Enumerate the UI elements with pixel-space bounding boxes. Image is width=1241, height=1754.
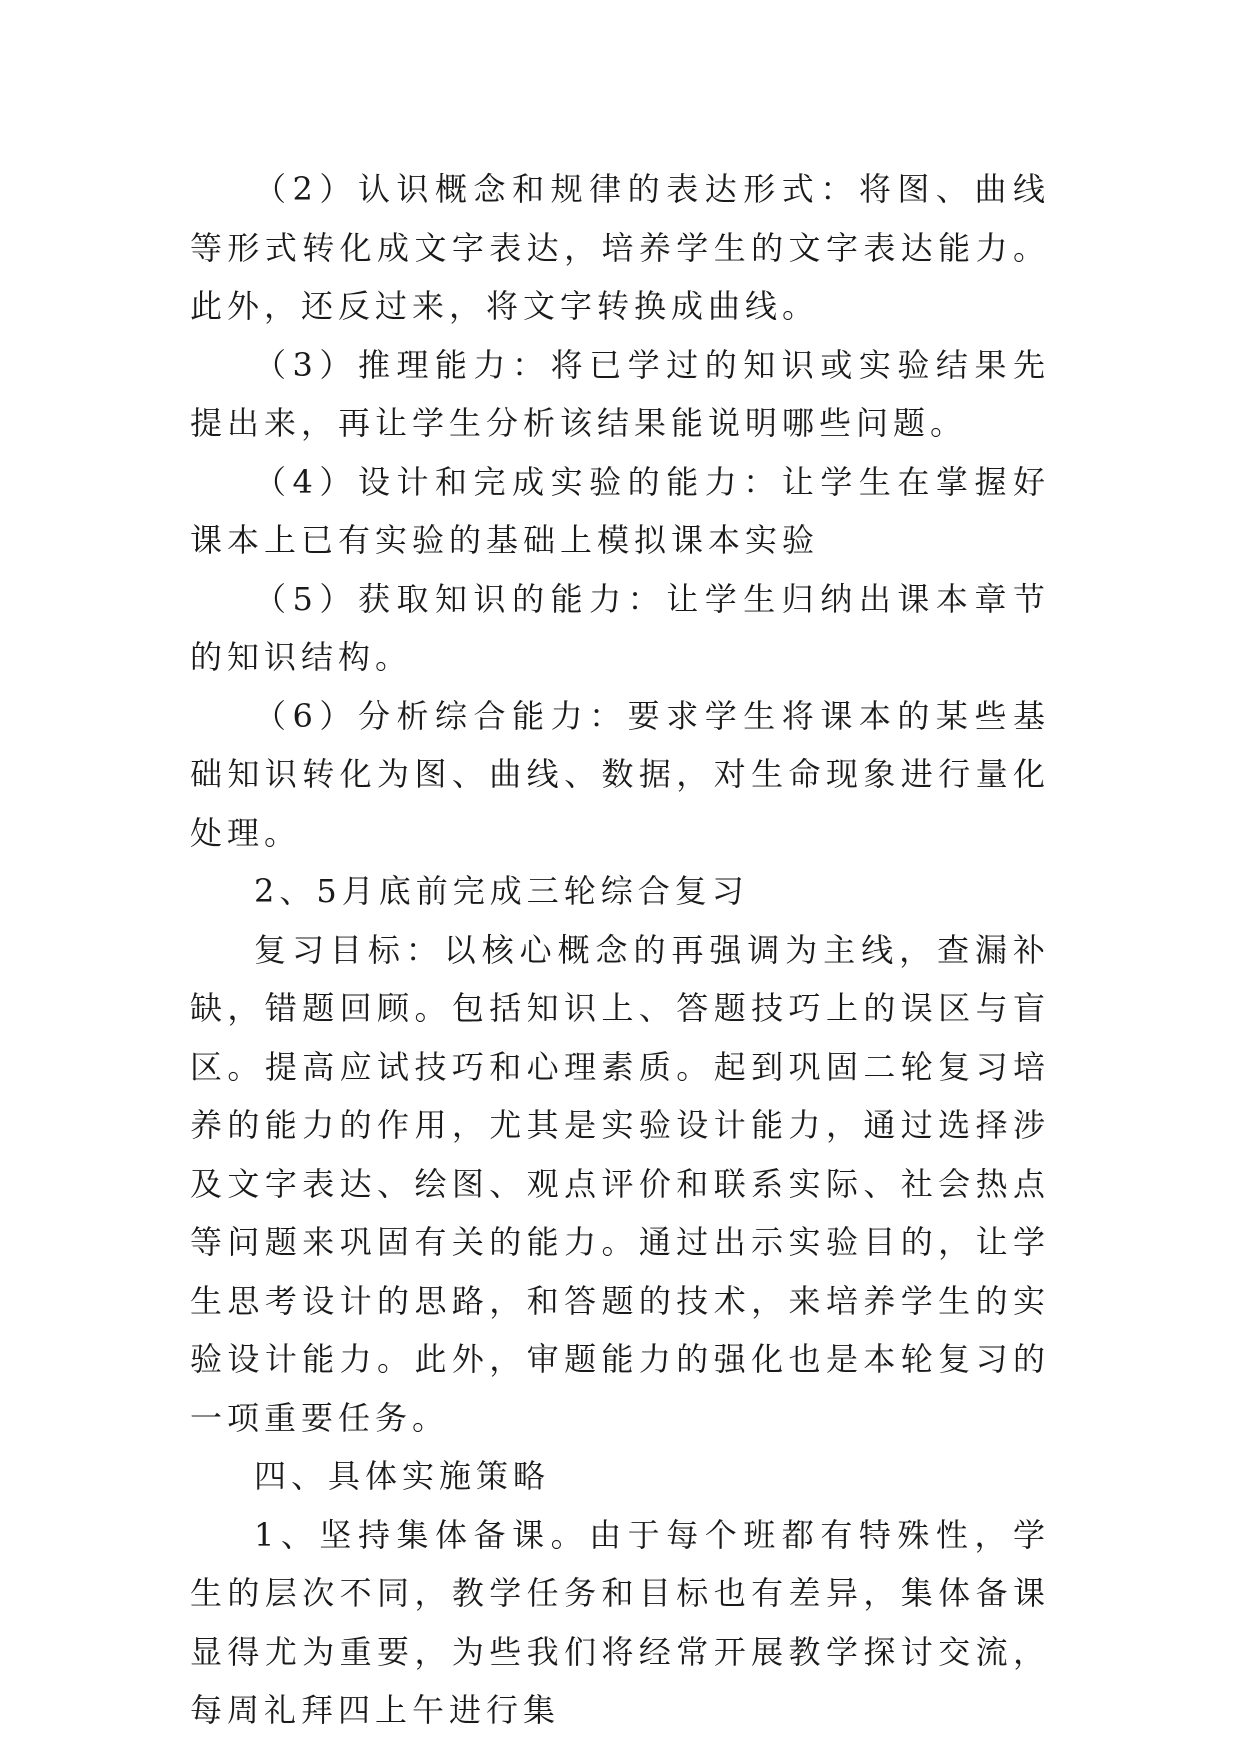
paragraph-review-goals: 复习目标：以核心概念的再强调为主线，查漏补缺，错题回顾。包括知识上、答题技巧上的误区与盲区。提高应试技巧和心理素质。起到巩固二轮复习培养的能力的作用，尤其是实验设计能力，通过选择涉及文字表达、绘图、观点评价和联系实际、社会热点等问题来巩固有关的能力。通过出示实验目的，让学生思考设计的思路，和答题的技术，来培养学生的实验设计能力。此外，审题能力的强化也是本轮复习的一项重要任务。	[190, 930, 1050, 1437]
paragraph-ability-expression: （2）认识概念和规律的表达形式：将图、曲线等形式转化成文字表达，培养学生的文字表达能力。此外，还反过来，将文字转换成曲线。	[190, 170, 1050, 325]
paragraph-ability-reasoning: （3）推理能力：将已学过的知识或实验结果先提出来，再让学生分析该结果能说明哪些问题。	[190, 345, 1050, 442]
paragraph-ability-analysis: （6）分析综合能力：要求学生将课本的某些基础知识转化为图、曲线、数据，对生命现象进行量化处理。	[190, 696, 1050, 852]
paragraph-collective-lesson-prep: 1、坚持集体备课。由于每个班都有特殊性，学生的层次不同，教学任务和目标也有差异，集体备课显得尤为重要，为些我们将经常开展教学探讨交流，每周礼拜四上午进行集	[190, 1515, 1050, 1729]
paragraph-ability-knowledge: （5）获取知识的能力：让学生归纳出课本章节的知识结构。	[190, 579, 1050, 676]
paragraph-ability-experiment: （4）设计和完成实验的能力：让学生在掌握好课本上已有实验的基础上模拟课本实验	[190, 462, 1050, 559]
paragraph-third-round-heading: 2、5月底前完成三轮综合复习	[254, 872, 749, 910]
section-heading-strategies: 四、具体实施策略	[254, 1457, 551, 1495]
document-body	[190, 160, 1050, 1740]
